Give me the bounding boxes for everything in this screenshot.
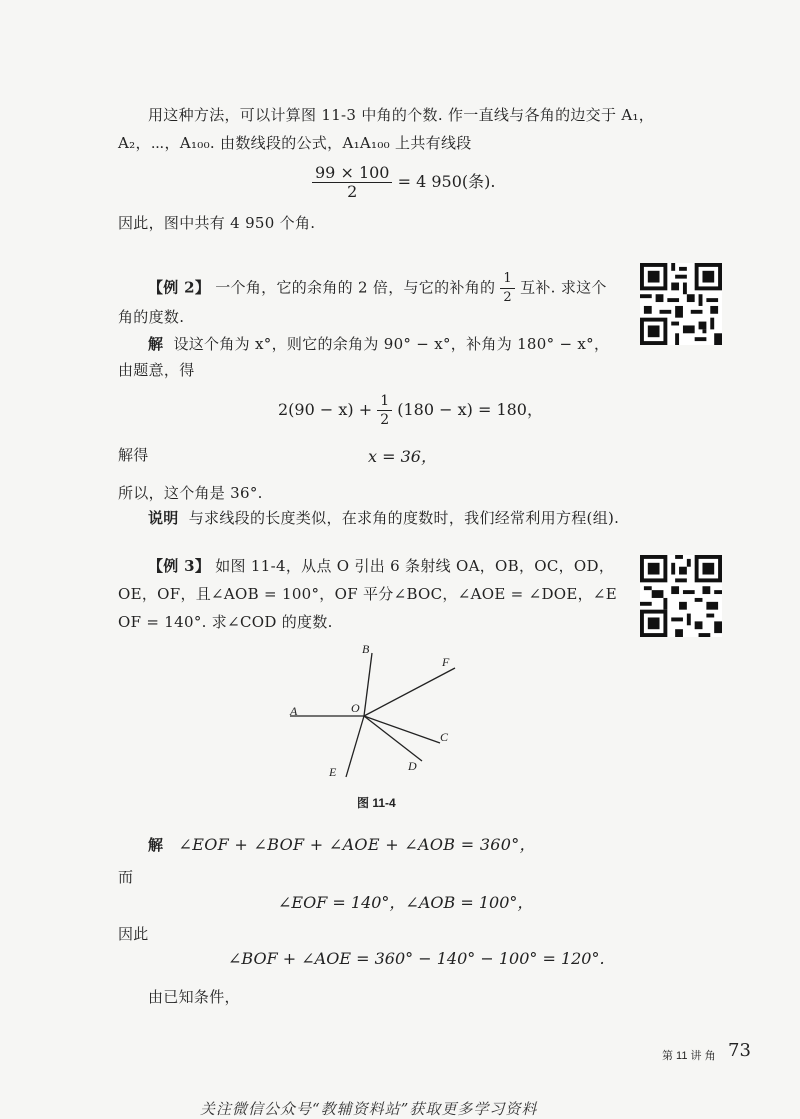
example-2-text-a: 一个角，它的余角的 2 倍，与它的补角的 — [215, 278, 496, 297]
label-b: B — [362, 642, 370, 656]
note-text: 与求线段的长度类似，在求角的度数时，我们经常利用方程(组). — [188, 509, 620, 527]
label-a: A — [290, 704, 298, 718]
ray-oc — [364, 716, 440, 743]
para1-line1: 用这种方法，可以计算图 11-3 中角的个数. 作一直线与各角的边交于 A₁， — [148, 106, 655, 124]
para1-line3: 因此，图中共有 4 950 个角. — [118, 214, 316, 232]
qr-code-2 — [640, 555, 722, 637]
example-3-line1 — [148, 555, 614, 576]
label-o: O — [351, 701, 360, 715]
solution-2-text: 设这个角为 x°，则它的余角为 90° − x°，补角为 180° − x°， — [173, 335, 610, 353]
example-2-line2: 角的度数. — [118, 308, 185, 326]
figure-caption: 图 11-4 — [357, 796, 396, 810]
eq1-numerator: 99 × 100 — [312, 164, 392, 183]
er-label: 而 — [118, 868, 134, 886]
youyizhi-text: 由已知条件， — [148, 988, 240, 1006]
eq2-frac-num: 1 — [377, 392, 392, 411]
solution-3-line1 — [148, 832, 536, 855]
yinci-label: 因此 — [118, 925, 149, 943]
page-number: 73 — [728, 1040, 751, 1061]
equation-3: x = 36， — [368, 447, 437, 466]
label-d: D — [408, 759, 417, 773]
eq2-frac-den: 2 — [380, 412, 390, 428]
example-3-label: 【例 3】 — [148, 557, 211, 575]
eq1-result: = 4 950(条). — [397, 172, 496, 191]
solution-2-line1 — [148, 333, 609, 354]
ray-of — [364, 668, 455, 716]
figure-11-4 — [280, 640, 470, 790]
equation-1 — [312, 164, 495, 201]
label-e: E — [329, 765, 337, 779]
solution-3-label: 解 — [148, 836, 164, 854]
watermark-text: 关注微信公众号“教辅资料站”获取更多学习资料 — [200, 1100, 538, 1118]
label-f: F — [442, 655, 450, 669]
label-c: C — [440, 730, 449, 744]
eq1-denominator: 2 — [347, 182, 358, 201]
qr-code-1 — [640, 263, 722, 345]
page-header-text: 第 11 讲 角 — [662, 1050, 716, 1062]
example-2-line1 — [148, 270, 607, 307]
ray-oe — [346, 716, 364, 777]
example-3-line2: OE，OF，且∠AOB = 100°，OF 平分∠BOC，∠AOE = ∠DOE，∠E — [118, 585, 618, 603]
ray-ob — [364, 653, 372, 716]
solution-3-eq2: ∠EOF = 140°，∠AOB = 100°， — [278, 893, 534, 912]
example-3-line3: OF = 140°. 求∠COD 的度数. — [118, 613, 333, 631]
example-2-text-b: 互补. 求这个 — [520, 278, 607, 297]
example-2-conclusion: 所以，这个角是 36°. — [118, 484, 263, 502]
ex2-frac-den: 2 — [503, 290, 512, 305]
solution-2-line2: 由题意，得 — [118, 361, 195, 379]
ray-od — [364, 716, 422, 761]
para1-line2: A₂，⋯，A₁₀₀. 由数线段的公式，A₁A₁₀₀ 上共有线段 — [118, 134, 472, 152]
solution-label: 解 — [148, 335, 164, 353]
note-label: 说明 — [148, 509, 179, 527]
example-2-label: 【例 2】 — [148, 278, 211, 297]
note — [148, 507, 619, 528]
example-3-text: 如图 11-4，从点 O 引出 6 条射线 OA，OB，OC，OD， — [215, 557, 615, 575]
jiede-label: 解得 — [118, 446, 149, 464]
solution-3-eq3: ∠BOF + ∠AOE = 360° − 140° − 100° = 120°. — [228, 949, 605, 968]
ex2-frac-num: 1 — [500, 270, 515, 289]
eq2-left: 2(90 − x) + — [278, 400, 373, 419]
eq2-right: (180 − x) = 180， — [397, 400, 543, 419]
equation-2 — [278, 392, 543, 429]
solution-3-eq1: ∠EOF + ∠BOF + ∠AOE + ∠AOB = 360°， — [178, 835, 536, 854]
